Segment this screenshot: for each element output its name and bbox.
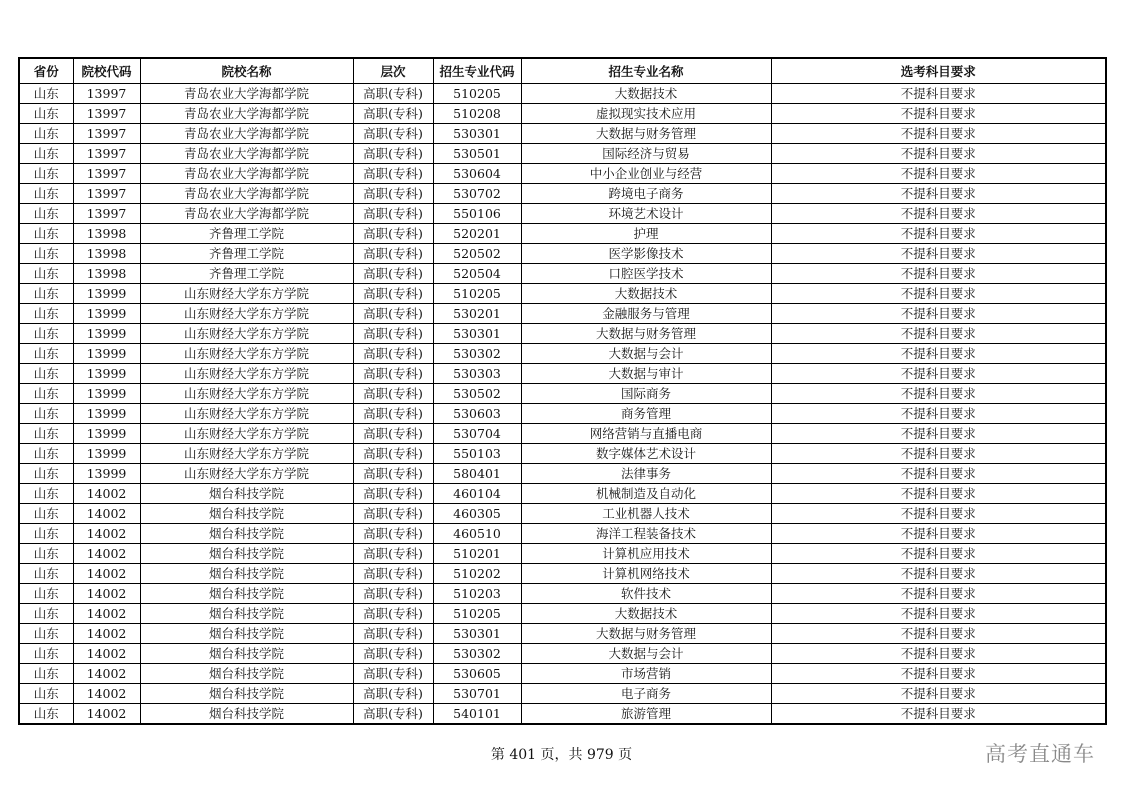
- cell-subject-requirement: 不提科目要求: [771, 384, 1106, 404]
- cell-level: 高职(专科): [353, 344, 433, 364]
- cell-school-code: 13999: [73, 404, 140, 424]
- cell-level: 高职(专科): [353, 144, 433, 164]
- cell-province: 山东: [19, 704, 73, 725]
- cell-major-name: 大数据与财务管理: [521, 624, 771, 644]
- cell-subject-requirement: 不提科目要求: [771, 84, 1106, 104]
- cell-major-name: 跨境电子商务: [521, 184, 771, 204]
- cell-major-code: 580401: [433, 464, 521, 484]
- cell-major-name: 大数据技术: [521, 604, 771, 624]
- cell-level: 高职(专科): [353, 524, 433, 544]
- cell-school-code: 14002: [73, 624, 140, 644]
- cell-subject-requirement: 不提科目要求: [771, 284, 1106, 304]
- cell-school-code: 14002: [73, 684, 140, 704]
- cell-major-code: 530301: [433, 124, 521, 144]
- cell-major-code: 530301: [433, 324, 521, 344]
- cell-province: 山东: [19, 304, 73, 324]
- cell-major-name: 大数据与财务管理: [521, 124, 771, 144]
- cell-level: 高职(专科): [353, 704, 433, 725]
- table-row: [19, 84, 1106, 104]
- cell-province: 山东: [19, 544, 73, 564]
- cell-major-name: 法律事务: [521, 464, 771, 484]
- cell-school-name: 烟台科技学院: [140, 544, 353, 564]
- cell-level: 高职(专科): [353, 204, 433, 224]
- cell-major-code: 530605: [433, 664, 521, 684]
- cell-major-code: 530302: [433, 344, 521, 364]
- header-school-code: 院校代码: [73, 58, 140, 84]
- cell-province: 山东: [19, 644, 73, 664]
- table-row: [19, 684, 1106, 704]
- header-subject-requirement: 选考科目要求: [771, 58, 1106, 84]
- cell-province: 山东: [19, 684, 73, 704]
- cell-school-code: 13998: [73, 244, 140, 264]
- cell-subject-requirement: 不提科目要求: [771, 704, 1106, 725]
- cell-province: 山东: [19, 404, 73, 424]
- cell-major-code: 530501: [433, 144, 521, 164]
- cell-subject-requirement: 不提科目要求: [771, 424, 1106, 444]
- cell-school-code: 13997: [73, 184, 140, 204]
- watermark-logo: 高考直通车: [985, 742, 1095, 766]
- cell-province: 山东: [19, 124, 73, 144]
- cell-school-name: 齐鲁理工学院: [140, 244, 353, 264]
- cell-province: 山东: [19, 624, 73, 644]
- cell-level: 高职(专科): [353, 224, 433, 244]
- cell-major-code: 520504: [433, 264, 521, 284]
- cell-subject-requirement: 不提科目要求: [771, 304, 1106, 324]
- cell-province: 山东: [19, 164, 73, 184]
- cell-level: 高职(专科): [353, 304, 433, 324]
- cell-province: 山东: [19, 464, 73, 484]
- cell-school-code: 13997: [73, 104, 140, 124]
- cell-major-name: 大数据技术: [521, 84, 771, 104]
- cell-major-name: 国际商务: [521, 384, 771, 404]
- cell-major-code: 530704: [433, 424, 521, 444]
- cell-major-code: 460305: [433, 504, 521, 524]
- cell-major-code: 550103: [433, 444, 521, 464]
- cell-major-name: 网络营销与直播电商: [521, 424, 771, 444]
- cell-level: 高职(专科): [353, 444, 433, 464]
- cell-level: 高职(专科): [353, 364, 433, 384]
- cell-level: 高职(专科): [353, 544, 433, 564]
- cell-major-name: 计算机网络技术: [521, 564, 771, 584]
- table-row: [19, 224, 1106, 244]
- cell-school-code: 14002: [73, 584, 140, 604]
- cell-level: 高职(专科): [353, 124, 433, 144]
- cell-level: 高职(专科): [353, 564, 433, 584]
- cell-major-code: 520502: [433, 244, 521, 264]
- cell-school-name: 烟台科技学院: [140, 484, 353, 504]
- cell-major-code: 530603: [433, 404, 521, 424]
- cell-school-code: 14002: [73, 564, 140, 584]
- cell-level: 高职(专科): [353, 284, 433, 304]
- cell-province: 山东: [19, 104, 73, 124]
- cell-school-code: 13999: [73, 464, 140, 484]
- cell-school-code: 14002: [73, 704, 140, 725]
- cell-major-code: 530201: [433, 304, 521, 324]
- page-number: 第 401 页，共 979 页: [490, 747, 633, 763]
- cell-level: 高职(专科): [353, 464, 433, 484]
- table-row: [19, 364, 1106, 384]
- cell-level: 高职(专科): [353, 484, 433, 504]
- table-header-row: [19, 58, 1106, 84]
- table-row: [19, 664, 1106, 684]
- cell-school-code: 13998: [73, 224, 140, 244]
- cell-school-code: 13997: [73, 204, 140, 224]
- cell-subject-requirement: 不提科目要求: [771, 124, 1106, 144]
- cell-level: 高职(专科): [353, 244, 433, 264]
- cell-school-name: 山东财经大学东方学院: [140, 444, 353, 464]
- cell-major-name: 中小企业创业与经营: [521, 164, 771, 184]
- cell-major-name: 工业机器人技术: [521, 504, 771, 524]
- cell-major-name: 金融服务与管理: [521, 304, 771, 324]
- cell-province: 山东: [19, 184, 73, 204]
- cell-school-name: 烟台科技学院: [140, 564, 353, 584]
- cell-school-code: 13997: [73, 124, 140, 144]
- table-row: [19, 184, 1106, 204]
- table-row: [19, 504, 1106, 524]
- table-row: [19, 344, 1106, 364]
- cell-major-name: 商务管理: [521, 404, 771, 424]
- cell-level: 高职(专科): [353, 84, 433, 104]
- cell-school-name: 烟台科技学院: [140, 624, 353, 644]
- cell-level: 高职(专科): [353, 624, 433, 644]
- cell-province: 山东: [19, 564, 73, 584]
- table-row: [19, 624, 1106, 644]
- table-row: [19, 104, 1106, 124]
- cell-school-name: 烟台科技学院: [140, 584, 353, 604]
- cell-school-code: 13999: [73, 444, 140, 464]
- cell-major-code: 510203: [433, 584, 521, 604]
- cell-level: 高职(专科): [353, 584, 433, 604]
- cell-province: 山东: [19, 284, 73, 304]
- cell-major-name: 口腔医学技术: [521, 264, 771, 284]
- cell-subject-requirement: 不提科目要求: [771, 504, 1106, 524]
- cell-school-code: 14002: [73, 664, 140, 684]
- cell-subject-requirement: 不提科目要求: [771, 344, 1106, 364]
- cell-school-name: 青岛农业大学海都学院: [140, 84, 353, 104]
- cell-major-code: 530502: [433, 384, 521, 404]
- header-province: 省份: [19, 58, 73, 84]
- cell-major-name: 数字媒体艺术设计: [521, 444, 771, 464]
- header-major-name: 招生专业名称: [521, 58, 771, 84]
- table-row: [19, 704, 1106, 725]
- cell-subject-requirement: 不提科目要求: [771, 144, 1106, 164]
- table-row: [19, 464, 1106, 484]
- cell-province: 山东: [19, 264, 73, 284]
- cell-major-name: 机械制造及自动化: [521, 484, 771, 504]
- cell-level: 高职(专科): [353, 164, 433, 184]
- cell-province: 山东: [19, 344, 73, 364]
- cell-province: 山东: [19, 324, 73, 344]
- cell-major-name: 计算机应用技术: [521, 544, 771, 564]
- cell-school-name: 山东财经大学东方学院: [140, 344, 353, 364]
- cell-school-code: 13997: [73, 84, 140, 104]
- table-row: [19, 564, 1106, 584]
- cell-school-name: 烟台科技学院: [140, 704, 353, 725]
- cell-major-code: 550106: [433, 204, 521, 224]
- cell-school-name: 山东财经大学东方学院: [140, 404, 353, 424]
- cell-school-code: 13999: [73, 364, 140, 384]
- cell-province: 山东: [19, 484, 73, 504]
- cell-level: 高职(专科): [353, 104, 433, 124]
- table-row: [19, 424, 1106, 444]
- cell-school-code: 13997: [73, 164, 140, 184]
- cell-school-name: 山东财经大学东方学院: [140, 424, 353, 444]
- cell-school-code: 13999: [73, 284, 140, 304]
- table-row: [19, 264, 1106, 284]
- cell-province: 山东: [19, 524, 73, 544]
- table-body: [19, 84, 1106, 725]
- cell-major-code: 510202: [433, 564, 521, 584]
- cell-subject-requirement: 不提科目要求: [771, 164, 1106, 184]
- cell-school-code: 13997: [73, 144, 140, 164]
- cell-school-code: 14002: [73, 484, 140, 504]
- cell-school-code: 13999: [73, 304, 140, 324]
- cell-school-code: 14002: [73, 604, 140, 624]
- cell-level: 高职(专科): [353, 664, 433, 684]
- cell-province: 山东: [19, 384, 73, 404]
- cell-subject-requirement: 不提科目要求: [771, 324, 1106, 344]
- cell-school-name: 青岛农业大学海都学院: [140, 104, 353, 124]
- cell-school-name: 青岛农业大学海都学院: [140, 164, 353, 184]
- cell-subject-requirement: 不提科目要求: [771, 544, 1106, 564]
- cell-school-name: 山东财经大学东方学院: [140, 304, 353, 324]
- cell-province: 山东: [19, 84, 73, 104]
- cell-major-name: 软件技术: [521, 584, 771, 604]
- cell-level: 高职(专科): [353, 684, 433, 704]
- cell-subject-requirement: 不提科目要求: [771, 604, 1106, 624]
- cell-province: 山东: [19, 604, 73, 624]
- table-row: [19, 444, 1106, 464]
- cell-province: 山东: [19, 144, 73, 164]
- cell-school-name: 烟台科技学院: [140, 684, 353, 704]
- cell-major-code: 530701: [433, 684, 521, 704]
- cell-subject-requirement: 不提科目要求: [771, 404, 1106, 424]
- cell-province: 山东: [19, 204, 73, 224]
- cell-province: 山东: [19, 224, 73, 244]
- cell-major-code: 540101: [433, 704, 521, 725]
- cell-major-name: 大数据与审计: [521, 364, 771, 384]
- cell-school-code: 14002: [73, 544, 140, 564]
- cell-subject-requirement: 不提科目要求: [771, 584, 1106, 604]
- cell-school-name: 烟台科技学院: [140, 504, 353, 524]
- cell-major-name: 市场营销: [521, 664, 771, 684]
- cell-school-code: 13999: [73, 384, 140, 404]
- cell-level: 高职(专科): [353, 324, 433, 344]
- cell-major-code: 460104: [433, 484, 521, 504]
- cell-subject-requirement: 不提科目要求: [771, 624, 1106, 644]
- cell-school-name: 烟台科技学院: [140, 604, 353, 624]
- cell-level: 高职(专科): [353, 384, 433, 404]
- cell-major-code: 510205: [433, 604, 521, 624]
- cell-subject-requirement: 不提科目要求: [771, 644, 1106, 664]
- cell-school-name: 山东财经大学东方学院: [140, 284, 353, 304]
- cell-province: 山东: [19, 664, 73, 684]
- table-row: [19, 524, 1106, 544]
- cell-school-name: 烟台科技学院: [140, 644, 353, 664]
- cell-subject-requirement: 不提科目要求: [771, 204, 1106, 224]
- cell-school-code: 14002: [73, 524, 140, 544]
- cell-subject-requirement: 不提科目要求: [771, 444, 1106, 464]
- table-row: [19, 204, 1106, 224]
- cell-subject-requirement: 不提科目要求: [771, 564, 1106, 584]
- cell-school-code: 14002: [73, 504, 140, 524]
- cell-major-name: 电子商务: [521, 684, 771, 704]
- cell-school-code: 13999: [73, 344, 140, 364]
- table-row: [19, 604, 1106, 624]
- cell-major-code: 510201: [433, 544, 521, 564]
- cell-school-name: 齐鲁理工学院: [140, 264, 353, 284]
- cell-subject-requirement: 不提科目要求: [771, 264, 1106, 284]
- cell-school-name: 山东财经大学东方学院: [140, 364, 353, 384]
- cell-province: 山东: [19, 504, 73, 524]
- cell-province: 山东: [19, 584, 73, 604]
- cell-subject-requirement: 不提科目要求: [771, 484, 1106, 504]
- table-row: [19, 144, 1106, 164]
- table-row: [19, 584, 1106, 604]
- cell-subject-requirement: 不提科目要求: [771, 104, 1106, 124]
- table-row: [19, 124, 1106, 144]
- table-row: [19, 484, 1106, 504]
- cell-major-code: 530302: [433, 644, 521, 664]
- table-row: [19, 244, 1106, 264]
- cell-major-code: 520201: [433, 224, 521, 244]
- table-row: [19, 284, 1106, 304]
- cell-level: 高职(专科): [353, 604, 433, 624]
- table-row: [19, 164, 1106, 184]
- cell-school-code: 13999: [73, 424, 140, 444]
- cell-level: 高职(专科): [353, 644, 433, 664]
- cell-school-name: 齐鲁理工学院: [140, 224, 353, 244]
- cell-major-code: 530604: [433, 164, 521, 184]
- cell-school-name: 青岛农业大学海都学院: [140, 204, 353, 224]
- cell-major-code: 510205: [433, 84, 521, 104]
- cell-province: 山东: [19, 444, 73, 464]
- cell-subject-requirement: 不提科目要求: [771, 244, 1106, 264]
- cell-major-name: 大数据与财务管理: [521, 324, 771, 344]
- cell-school-name: 青岛农业大学海都学院: [140, 184, 353, 204]
- cell-subject-requirement: 不提科目要求: [771, 224, 1106, 244]
- cell-level: 高职(专科): [353, 184, 433, 204]
- header-level: 层次: [353, 58, 433, 84]
- cell-major-name: 大数据技术: [521, 284, 771, 304]
- cell-subject-requirement: 不提科目要求: [771, 464, 1106, 484]
- cell-major-name: 虚拟现实技术应用: [521, 104, 771, 124]
- header-school-name: 院校名称: [140, 58, 353, 84]
- cell-school-name: 烟台科技学院: [140, 664, 353, 684]
- cell-level: 高职(专科): [353, 264, 433, 284]
- table-row: [19, 324, 1106, 344]
- cell-school-code: 13999: [73, 324, 140, 344]
- cell-major-name: 医学影像技术: [521, 244, 771, 264]
- table-row: [19, 404, 1106, 424]
- table-row: [19, 304, 1106, 324]
- header-major-code: 招生专业代码: [433, 58, 521, 84]
- cell-subject-requirement: 不提科目要求: [771, 364, 1106, 384]
- table-row: [19, 644, 1106, 664]
- cell-major-name: 国际经济与贸易: [521, 144, 771, 164]
- cell-school-name: 烟台科技学院: [140, 524, 353, 544]
- cell-subject-requirement: 不提科目要求: [771, 524, 1106, 544]
- cell-school-name: 山东财经大学东方学院: [140, 324, 353, 344]
- cell-major-name: 旅游管理: [521, 704, 771, 725]
- cell-major-name: 环境艺术设计: [521, 204, 771, 224]
- cell-subject-requirement: 不提科目要求: [771, 684, 1106, 704]
- table-row: [19, 544, 1106, 564]
- cell-subject-requirement: 不提科目要求: [771, 664, 1106, 684]
- enrollment-table: [18, 57, 1107, 725]
- cell-major-code: 530702: [433, 184, 521, 204]
- cell-school-name: 山东财经大学东方学院: [140, 464, 353, 484]
- cell-major-name: 大数据与会计: [521, 344, 771, 364]
- cell-major-name: 大数据与会计: [521, 644, 771, 664]
- cell-major-code: 530303: [433, 364, 521, 384]
- cell-province: 山东: [19, 364, 73, 384]
- cell-school-code: 13998: [73, 264, 140, 284]
- cell-level: 高职(专科): [353, 424, 433, 444]
- cell-major-code: 510208: [433, 104, 521, 124]
- cell-major-code: 460510: [433, 524, 521, 544]
- cell-school-name: 青岛农业大学海都学院: [140, 124, 353, 144]
- cell-school-code: 14002: [73, 644, 140, 664]
- cell-school-name: 青岛农业大学海都学院: [140, 144, 353, 164]
- cell-major-code: 510205: [433, 284, 521, 304]
- cell-province: 山东: [19, 244, 73, 264]
- cell-subject-requirement: 不提科目要求: [771, 184, 1106, 204]
- cell-school-name: 山东财经大学东方学院: [140, 384, 353, 404]
- cell-level: 高职(专科): [353, 404, 433, 424]
- cell-major-code: 530301: [433, 624, 521, 644]
- cell-province: 山东: [19, 424, 73, 444]
- cell-major-name: 海洋工程装备技术: [521, 524, 771, 544]
- table-row: [19, 384, 1106, 404]
- cell-major-name: 护理: [521, 224, 771, 244]
- cell-level: 高职(专科): [353, 504, 433, 524]
